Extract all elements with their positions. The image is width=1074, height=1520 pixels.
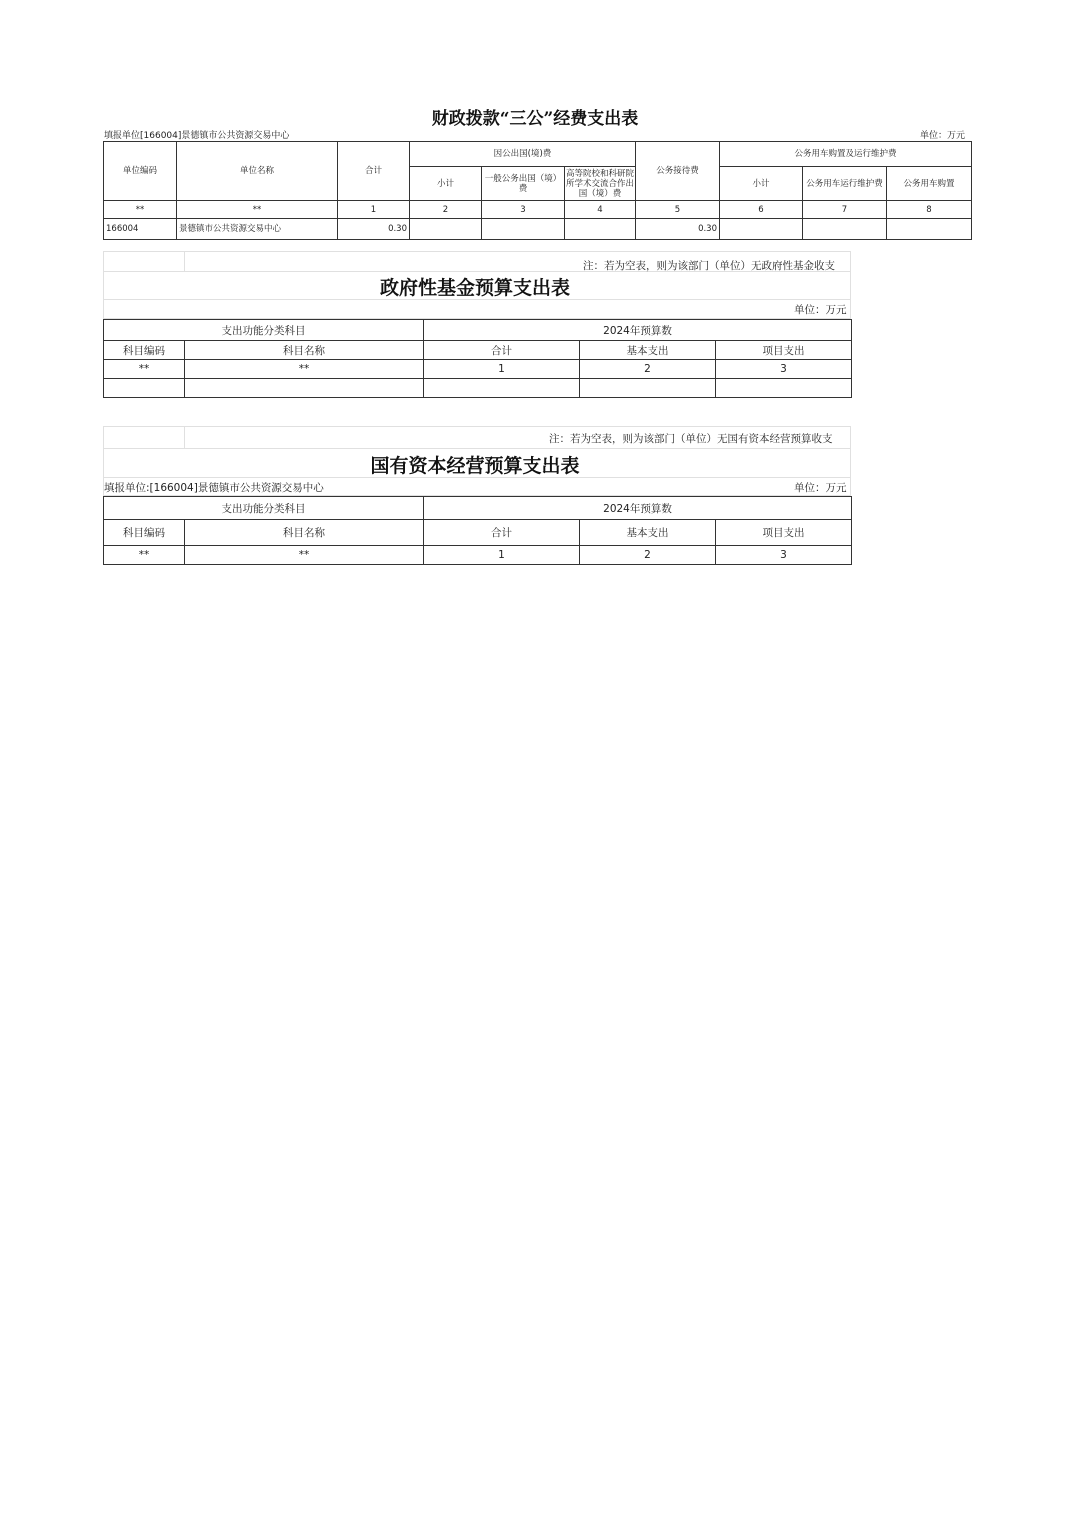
index-cell: 1 <box>424 360 580 379</box>
col-abroad-subtotal: 小计 <box>410 167 482 201</box>
index-row <box>104 360 852 379</box>
budget-group-header: 2024年预算数 <box>424 497 852 520</box>
col-vehicle-subtotal: 小计 <box>720 167 803 201</box>
col-vehicle-group: 公务用车购置及运行维护费 <box>720 142 972 167</box>
func-group-header: 支出功能分类科目 <box>104 320 424 341</box>
empty-cell <box>716 379 852 398</box>
col-unit-code: 单位编码 <box>104 142 177 201</box>
index-cell: 8 <box>887 201 972 219</box>
sec1-reporting-unit: 填报单位[166004]景德镇市公共资源交易中心 <box>104 131 290 141</box>
cell-abroad-subtotal <box>410 219 482 240</box>
empty-cell <box>580 379 716 398</box>
sec3-reporting-unit: 填报单位:[166004]景德镇市公共资源交易中心 <box>104 482 324 494</box>
cell-abroad-general <box>482 219 565 240</box>
col-name: 科目名称 <box>185 341 424 360</box>
sec3-title: 国有资本经营预算支出表 <box>370 455 580 477</box>
sec2-unit-label: 单位：万元 <box>794 304 847 316</box>
index-cell: ** <box>104 546 185 565</box>
col-project: 项目支出 <box>716 520 852 546</box>
sec1-title: 财政拨款“三公”经费支出表 <box>431 109 639 129</box>
sec2-note: 注：若为空表，则为该部门（单位）无政府性基金收支 <box>583 260 835 272</box>
cell-vehicle-operation <box>803 219 887 240</box>
index-cell: 7 <box>803 201 887 219</box>
sec3-faint-divider <box>184 426 185 448</box>
table-row <box>104 219 972 240</box>
index-cell: 3 <box>716 546 852 565</box>
index-cell: 1 <box>424 546 580 565</box>
func-group-header: 支出功能分类科目 <box>104 497 424 520</box>
sec2-title: 政府性基金预算支出表 <box>379 277 570 299</box>
col-code: 科目编码 <box>104 341 185 360</box>
col-basic: 基本支出 <box>580 520 716 546</box>
index-cell: ** <box>185 360 424 379</box>
col-basic: 基本支出 <box>580 341 716 360</box>
index-cell: 3 <box>716 360 852 379</box>
col-vehicle-purchase: 公务用车购置 <box>887 167 972 201</box>
index-row <box>104 201 972 219</box>
cell-vehicle-purchase <box>887 219 972 240</box>
index-cell: ** <box>177 201 338 219</box>
index-cell: 6 <box>720 201 803 219</box>
index-cell: 5 <box>636 201 720 219</box>
col-vehicle-operation: 公务用车运行维护费 <box>803 167 887 201</box>
col-project: 项目支出 <box>716 341 852 360</box>
index-cell: 4 <box>565 201 636 219</box>
col-abroad-group: 因公出国(境)费 <box>410 142 636 167</box>
index-row <box>104 546 852 565</box>
sec1-table <box>103 141 972 240</box>
budget-group-header: 2024年预算数 <box>424 320 852 341</box>
sec1-unit-label: 单位：万元 <box>920 131 966 141</box>
sec3-unit-label: 单位：万元 <box>794 482 847 494</box>
index-cell: 1 <box>338 201 410 219</box>
empty-cell <box>424 379 580 398</box>
col-total: 合计 <box>424 341 580 360</box>
index-cell: ** <box>104 201 177 219</box>
cell-unit-code: 166004 <box>104 219 177 240</box>
col-name: 科目名称 <box>185 520 424 546</box>
index-cell: ** <box>104 360 185 379</box>
col-total: 合计 <box>338 142 410 201</box>
col-reception: 公务接待费 <box>636 142 720 201</box>
sec3-note: 注：若为空表，则为该部门（单位）无国有资本经营预算收支 <box>549 433 833 445</box>
cell-abroad-academic <box>565 219 636 240</box>
sec2-table <box>103 319 852 398</box>
col-abroad-general: 一般公务出国（境）费 <box>482 167 565 201</box>
cell-unit-name: 景德镇市公共资源交易中心 <box>177 219 338 240</box>
table-row <box>104 379 852 398</box>
index-cell: 3 <box>482 201 565 219</box>
col-code: 科目编码 <box>104 520 185 546</box>
sec3-table <box>103 496 852 565</box>
index-cell: 2 <box>580 546 716 565</box>
col-unit-name: 单位名称 <box>177 142 338 201</box>
sec2-faint-divider <box>184 251 185 271</box>
col-abroad-academic: 高等院校和科研院所学术交流合作出国（境）费 <box>565 168 634 199</box>
cell-reception: 0.30 <box>636 219 720 240</box>
cell-vehicle-subtotal <box>720 219 803 240</box>
sec3-faint-divider <box>103 448 851 449</box>
index-cell: 2 <box>580 360 716 379</box>
cell-total: 0.30 <box>338 219 410 240</box>
empty-cell <box>104 379 185 398</box>
index-cell: 2 <box>410 201 482 219</box>
col-total: 合计 <box>424 520 580 546</box>
index-cell: ** <box>185 546 424 565</box>
empty-cell <box>185 379 424 398</box>
